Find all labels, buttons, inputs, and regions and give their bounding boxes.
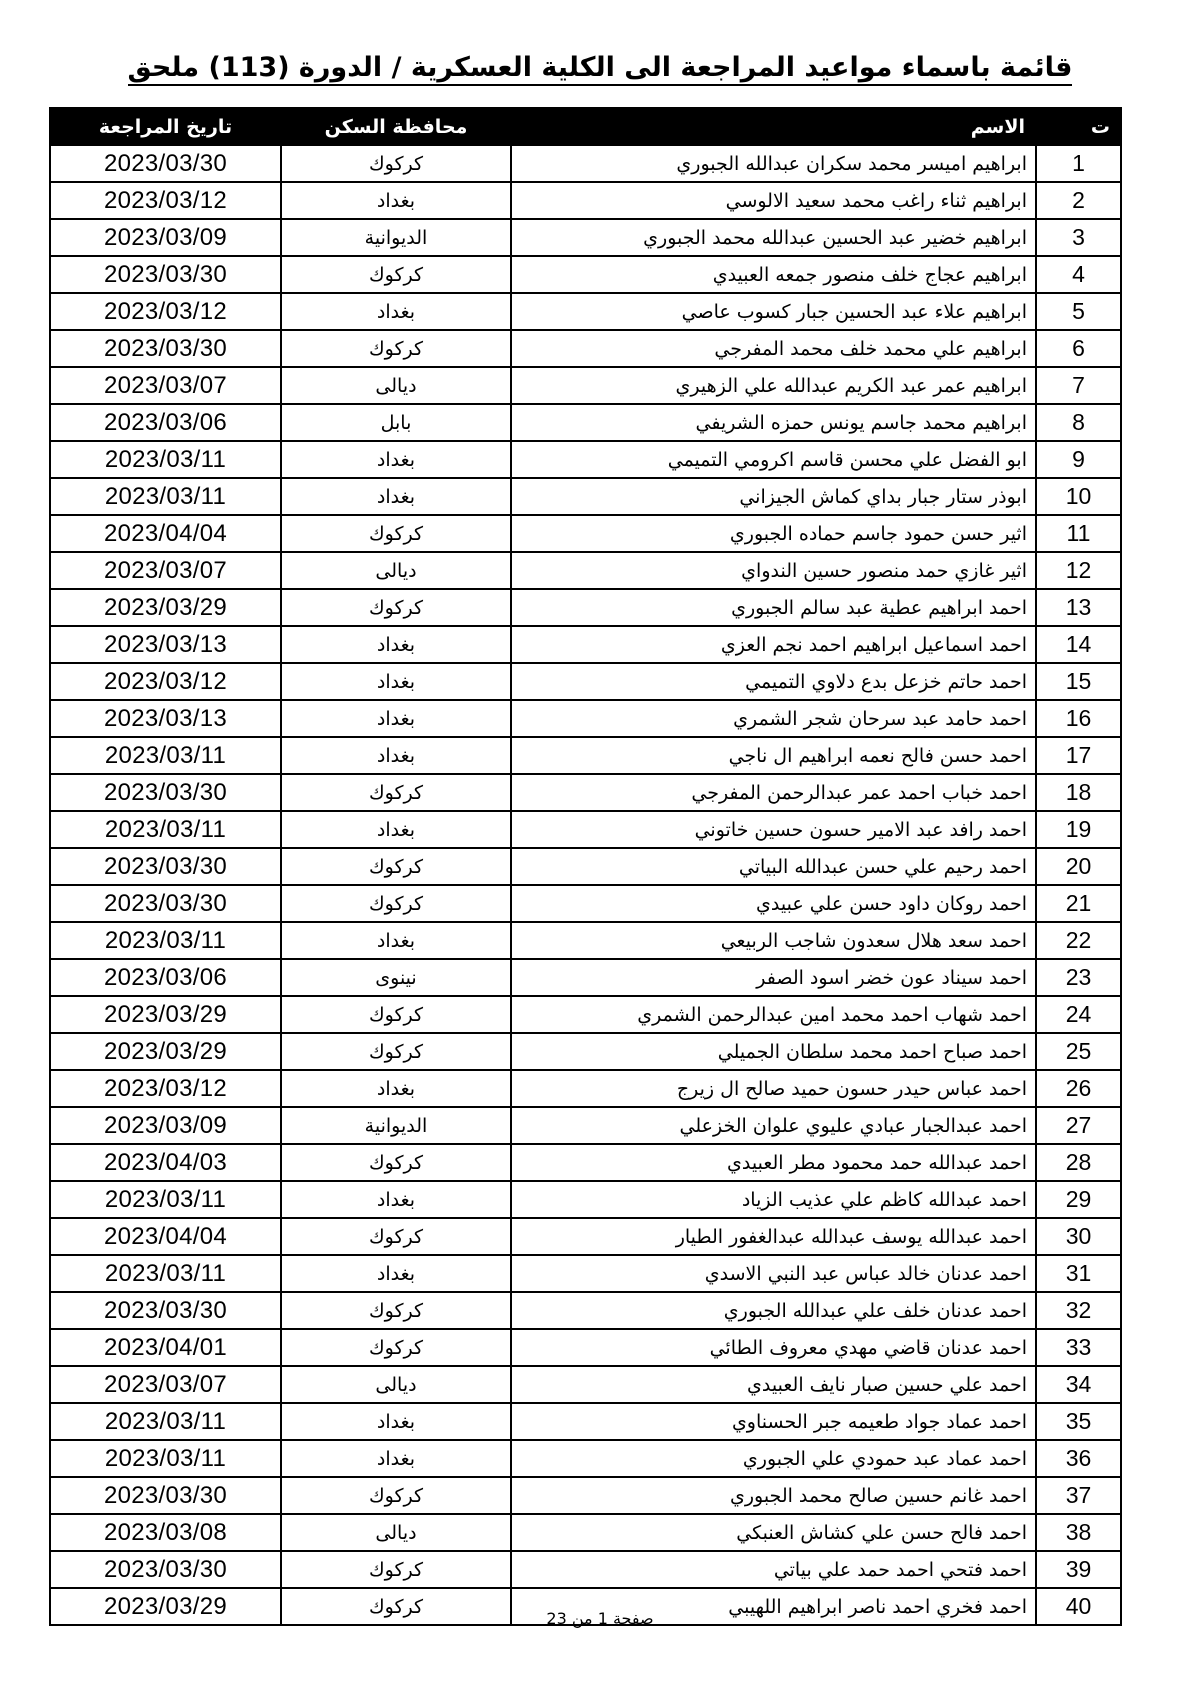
row-name: احمد غانم حسين صالح محمد الجبوري xyxy=(511,1477,1036,1514)
row-number: 31 xyxy=(1036,1255,1121,1292)
row-date: 2023/03/12 xyxy=(50,182,281,219)
table-row xyxy=(50,996,1121,1033)
row-name: احمد صباح احمد محمد سلطان الجميلي xyxy=(511,1033,1036,1070)
row-name: احمد فتحي احمد حمد علي بياتي xyxy=(511,1551,1036,1588)
row-number: 4 xyxy=(1036,256,1121,293)
page-footer: صفحة 1 من 23 xyxy=(546,1609,654,1628)
row-governorate: بغداد xyxy=(281,182,511,219)
table-row xyxy=(50,1440,1121,1477)
row-name: احمد عدنان خالد عباس عبد النبي الاسدي xyxy=(511,1255,1036,1292)
row-date: 2023/03/30 xyxy=(50,330,281,367)
row-name: ابراهيم خضير عبد الحسين عبدالله محمد الجبوري xyxy=(511,219,1036,256)
row-governorate: بغداد xyxy=(281,626,511,663)
row-governorate: كركوك xyxy=(281,1033,511,1070)
row-number: 27 xyxy=(1036,1107,1121,1144)
row-number: 36 xyxy=(1036,1440,1121,1477)
row-date: 2023/03/30 xyxy=(50,774,281,811)
row-date: 2023/03/11 xyxy=(50,1181,281,1218)
row-date: 2023/03/12 xyxy=(50,1070,281,1107)
row-date: 2023/03/30 xyxy=(50,256,281,293)
row-name: اثير غازي حمد منصور حسين الندواي xyxy=(511,552,1036,589)
row-name: احمد عدنان قاضي مهدي معروف الطائي xyxy=(511,1329,1036,1366)
row-number: 13 xyxy=(1036,589,1121,626)
row-number: 19 xyxy=(1036,811,1121,848)
row-governorate: بابل xyxy=(281,404,511,441)
row-date: 2023/03/11 xyxy=(50,1403,281,1440)
row-number: 3 xyxy=(1036,219,1121,256)
row-date: 2023/03/11 xyxy=(50,478,281,515)
row-governorate: كركوك xyxy=(281,1292,511,1329)
row-date: 2023/03/30 xyxy=(50,885,281,922)
row-governorate: كركوك xyxy=(281,330,511,367)
row-number: 25 xyxy=(1036,1033,1121,1070)
row-name: احمد عبدالله كاظم علي عذيب الزياد xyxy=(511,1181,1036,1218)
table-row xyxy=(50,1033,1121,1070)
table-row xyxy=(50,589,1121,626)
row-date: 2023/03/30 xyxy=(50,1292,281,1329)
table-row xyxy=(50,774,1121,811)
row-number: 22 xyxy=(1036,922,1121,959)
row-name: احمد فالح حسن علي كشاش العنبكي xyxy=(511,1514,1036,1551)
table-row xyxy=(50,515,1121,552)
row-governorate: كركوك xyxy=(281,885,511,922)
row-name: احمد عبدالله حمد محمود مطر العبيدي xyxy=(511,1144,1036,1181)
row-governorate: بغداد xyxy=(281,1403,511,1440)
row-date: 2023/03/29 xyxy=(50,1033,281,1070)
row-number: 14 xyxy=(1036,626,1121,663)
row-name: احمد فخري احمد ناصر ابراهيم اللهيبي xyxy=(511,1588,1036,1625)
row-date: 2023/04/04 xyxy=(50,515,281,552)
row-date: 2023/03/29 xyxy=(50,996,281,1033)
table-body xyxy=(50,145,1121,1625)
row-name: احمد عماد جواد طعيمه جبر الحسناوي xyxy=(511,1403,1036,1440)
row-governorate: كركوك xyxy=(281,515,511,552)
row-date: 2023/03/11 xyxy=(50,811,281,848)
row-name: ابراهيم اميسر محمد سكران عبدالله الجبوري xyxy=(511,145,1036,182)
table-row xyxy=(50,1514,1121,1551)
row-governorate: بغداد xyxy=(281,663,511,700)
row-name: احمد عماد عبد حمودي علي الجبوري xyxy=(511,1440,1036,1477)
row-number: 17 xyxy=(1036,737,1121,774)
table-row xyxy=(50,1144,1121,1181)
row-name: ابراهيم علي محمد خلف محمد المفرجي xyxy=(511,330,1036,367)
row-name: ابراهيم عجاج خلف منصور جمعه العبيدي xyxy=(511,256,1036,293)
row-number: 21 xyxy=(1036,885,1121,922)
header-governorate: محافظة السكن xyxy=(281,108,511,145)
row-number: 20 xyxy=(1036,848,1121,885)
row-date: 2023/03/12 xyxy=(50,663,281,700)
table-row xyxy=(50,700,1121,737)
row-number: 29 xyxy=(1036,1181,1121,1218)
row-date: 2023/03/13 xyxy=(50,626,281,663)
row-governorate: بغداد xyxy=(281,1255,511,1292)
row-governorate: ديالى xyxy=(281,1366,511,1403)
table-row xyxy=(50,1181,1121,1218)
row-name: احمد شهاب احمد محمد امين عبدالرحمن الشمري xyxy=(511,996,1036,1033)
row-name: احمد روكان داود حسن علي عبيدي xyxy=(511,885,1036,922)
header-num: ت xyxy=(1036,108,1121,145)
table-row xyxy=(50,1477,1121,1514)
row-governorate: بغداد xyxy=(281,478,511,515)
row-number: 6 xyxy=(1036,330,1121,367)
table-row xyxy=(50,922,1121,959)
row-number: 32 xyxy=(1036,1292,1121,1329)
row-number: 10 xyxy=(1036,478,1121,515)
row-name: احمد عبدالله يوسف عبدالله عبدالغفور الطيار xyxy=(511,1218,1036,1255)
row-number: 38 xyxy=(1036,1514,1121,1551)
table-row xyxy=(50,256,1121,293)
row-governorate: بغداد xyxy=(281,700,511,737)
row-name: احمد عباس حيدر حسون حميد صالح ال زيرج xyxy=(511,1070,1036,1107)
row-number: 24 xyxy=(1036,996,1121,1033)
table-row xyxy=(50,219,1121,256)
row-number: 30 xyxy=(1036,1218,1121,1255)
row-governorate: كركوك xyxy=(281,1477,511,1514)
table-row xyxy=(50,1255,1121,1292)
header-name: الاسم xyxy=(511,108,1036,145)
row-name: ابو الفضل علي محسن قاسم اكرومي التميمي xyxy=(511,441,1036,478)
row-date: 2023/03/30 xyxy=(50,1551,281,1588)
row-name: اثير حسن حمود جاسم حماده الجبوري xyxy=(511,515,1036,552)
row-number: 7 xyxy=(1036,367,1121,404)
row-date: 2023/03/13 xyxy=(50,700,281,737)
row-number: 40 xyxy=(1036,1588,1121,1625)
row-number: 5 xyxy=(1036,293,1121,330)
table-row xyxy=(50,663,1121,700)
row-governorate: بغداد xyxy=(281,737,511,774)
row-number: 26 xyxy=(1036,1070,1121,1107)
row-number: 35 xyxy=(1036,1403,1121,1440)
row-date: 2023/03/30 xyxy=(50,848,281,885)
row-date: 2023/03/08 xyxy=(50,1514,281,1551)
row-governorate: ديالى xyxy=(281,552,511,589)
row-date: 2023/03/07 xyxy=(50,1366,281,1403)
table-row xyxy=(50,330,1121,367)
row-name: احمد حسن فالح نعمه ابراهيم ال ناجي xyxy=(511,737,1036,774)
row-date: 2023/03/11 xyxy=(50,1255,281,1292)
row-governorate: كركوك xyxy=(281,1329,511,1366)
row-governorate: كركوك xyxy=(281,1588,511,1625)
table-row xyxy=(50,737,1121,774)
row-governorate: الديوانية xyxy=(281,219,511,256)
row-governorate: كركوك xyxy=(281,996,511,1033)
row-date: 2023/04/04 xyxy=(50,1218,281,1255)
row-name: احمد سيناد عون خضر اسود الصفر xyxy=(511,959,1036,996)
row-date: 2023/04/03 xyxy=(50,1144,281,1181)
row-date: 2023/04/01 xyxy=(50,1329,281,1366)
row-name: احمد عبدالجبار عبادي عليوي علوان الخزعلي xyxy=(511,1107,1036,1144)
row-name: ابراهيم علاء عبد الحسين جبار كسوب عاصي xyxy=(511,293,1036,330)
row-date: 2023/03/11 xyxy=(50,922,281,959)
table-row xyxy=(50,404,1121,441)
row-date: 2023/03/11 xyxy=(50,1440,281,1477)
appointments-table xyxy=(49,107,1122,1626)
row-date: 2023/03/29 xyxy=(50,1588,281,1625)
row-number: 18 xyxy=(1036,774,1121,811)
row-date: 2023/03/30 xyxy=(50,1477,281,1514)
row-number: 34 xyxy=(1036,1366,1121,1403)
row-governorate: بغداد xyxy=(281,1181,511,1218)
table-row xyxy=(50,959,1121,996)
row-governorate: كركوك xyxy=(281,145,511,182)
row-governorate: ديالى xyxy=(281,367,511,404)
row-number: 11 xyxy=(1036,515,1121,552)
row-governorate: كركوك xyxy=(281,256,511,293)
table-row xyxy=(50,811,1121,848)
header-date: تاريخ المراجعة xyxy=(50,108,281,145)
row-date: 2023/03/06 xyxy=(50,959,281,996)
table-row xyxy=(50,1292,1121,1329)
row-number: 23 xyxy=(1036,959,1121,996)
row-date: 2023/03/11 xyxy=(50,441,281,478)
row-date: 2023/03/09 xyxy=(50,219,281,256)
table-row xyxy=(50,626,1121,663)
row-name: ابوذر ستار جبار بداي كماش الجيزاني xyxy=(511,478,1036,515)
table-row xyxy=(50,1366,1121,1403)
row-governorate: كركوك xyxy=(281,1144,511,1181)
table-row xyxy=(50,182,1121,219)
table-row xyxy=(50,1107,1121,1144)
row-date: 2023/03/09 xyxy=(50,1107,281,1144)
row-governorate: بغداد xyxy=(281,1070,511,1107)
row-name: احمد حاتم خزعل بدع دلاوي التميمي xyxy=(511,663,1036,700)
row-date: 2023/03/06 xyxy=(50,404,281,441)
table-row xyxy=(50,1218,1121,1255)
row-name: احمد ابراهيم عطية عبد سالم الجبوري xyxy=(511,589,1036,626)
row-date: 2023/03/11 xyxy=(50,737,281,774)
table-row xyxy=(50,552,1121,589)
row-name: احمد اسماعيل ابراهيم احمد نجم العزي xyxy=(511,626,1036,663)
row-date: 2023/03/30 xyxy=(50,145,281,182)
row-number: 12 xyxy=(1036,552,1121,589)
row-name: ابراهيم ثناء راغب محمد سعيد الالوسي xyxy=(511,182,1036,219)
row-name: ابراهيم محمد جاسم يونس حمزه الشريفي xyxy=(511,404,1036,441)
row-number: 28 xyxy=(1036,1144,1121,1181)
table-row xyxy=(50,441,1121,478)
table-row xyxy=(50,145,1121,182)
row-number: 39 xyxy=(1036,1551,1121,1588)
row-date: 2023/03/29 xyxy=(50,589,281,626)
row-number: 8 xyxy=(1036,404,1121,441)
row-governorate: بغداد xyxy=(281,811,511,848)
row-governorate: كركوك xyxy=(281,774,511,811)
page-title xyxy=(0,48,1200,88)
table-row xyxy=(50,1329,1121,1366)
row-governorate: ديالى xyxy=(281,1514,511,1551)
row-number: 2 xyxy=(1036,182,1121,219)
table-row xyxy=(50,885,1121,922)
table-row xyxy=(50,478,1121,515)
row-name: احمد علي حسين صبار نايف العبيدي xyxy=(511,1366,1036,1403)
row-name: احمد خباب احمد عمر عبدالرحمن المفرجي xyxy=(511,774,1036,811)
table-row xyxy=(50,1403,1121,1440)
row-date: 2023/03/07 xyxy=(50,552,281,589)
row-name: احمد سعد هلال سعدون شاجب الربيعي xyxy=(511,922,1036,959)
row-governorate: نينوى xyxy=(281,959,511,996)
table-row xyxy=(50,1551,1121,1588)
row-governorate: بغداد xyxy=(281,293,511,330)
row-governorate: كركوك xyxy=(281,1551,511,1588)
row-governorate: بغداد xyxy=(281,1440,511,1477)
row-governorate: بغداد xyxy=(281,922,511,959)
table-header-row xyxy=(50,108,1121,145)
table-row xyxy=(50,1070,1121,1107)
table-row xyxy=(50,293,1121,330)
row-number: 9 xyxy=(1036,441,1121,478)
table-row xyxy=(50,848,1121,885)
row-date: 2023/03/12 xyxy=(50,293,281,330)
row-name: ابراهيم عمر عبد الكريم عبدالله علي الزهيري xyxy=(511,367,1036,404)
row-number: 15 xyxy=(1036,663,1121,700)
table-row xyxy=(50,367,1121,404)
row-date: 2023/03/07 xyxy=(50,367,281,404)
row-governorate: بغداد xyxy=(281,441,511,478)
row-number: 1 xyxy=(1036,145,1121,182)
row-governorate: كركوك xyxy=(281,589,511,626)
row-governorate: كركوك xyxy=(281,1218,511,1255)
row-name: احمد رحيم علي حسن عبدالله البياتي xyxy=(511,848,1036,885)
row-number: 16 xyxy=(1036,700,1121,737)
row-number: 33 xyxy=(1036,1329,1121,1366)
page-title-text: قائمة باسماء مواعيد المراجعة الى الكلية العسكرية / الدورة (113) ملحق xyxy=(128,52,1073,86)
row-governorate: كركوك xyxy=(281,848,511,885)
row-number: 37 xyxy=(1036,1477,1121,1514)
row-name: احمد حامد عبد سرحان شجر الشمري xyxy=(511,700,1036,737)
row-governorate: الديوانية xyxy=(281,1107,511,1144)
row-name: احمد عدنان خلف علي عبدالله الجبوري xyxy=(511,1292,1036,1329)
row-name: احمد رافد عبد الامير حسون حسين خاتوني xyxy=(511,811,1036,848)
